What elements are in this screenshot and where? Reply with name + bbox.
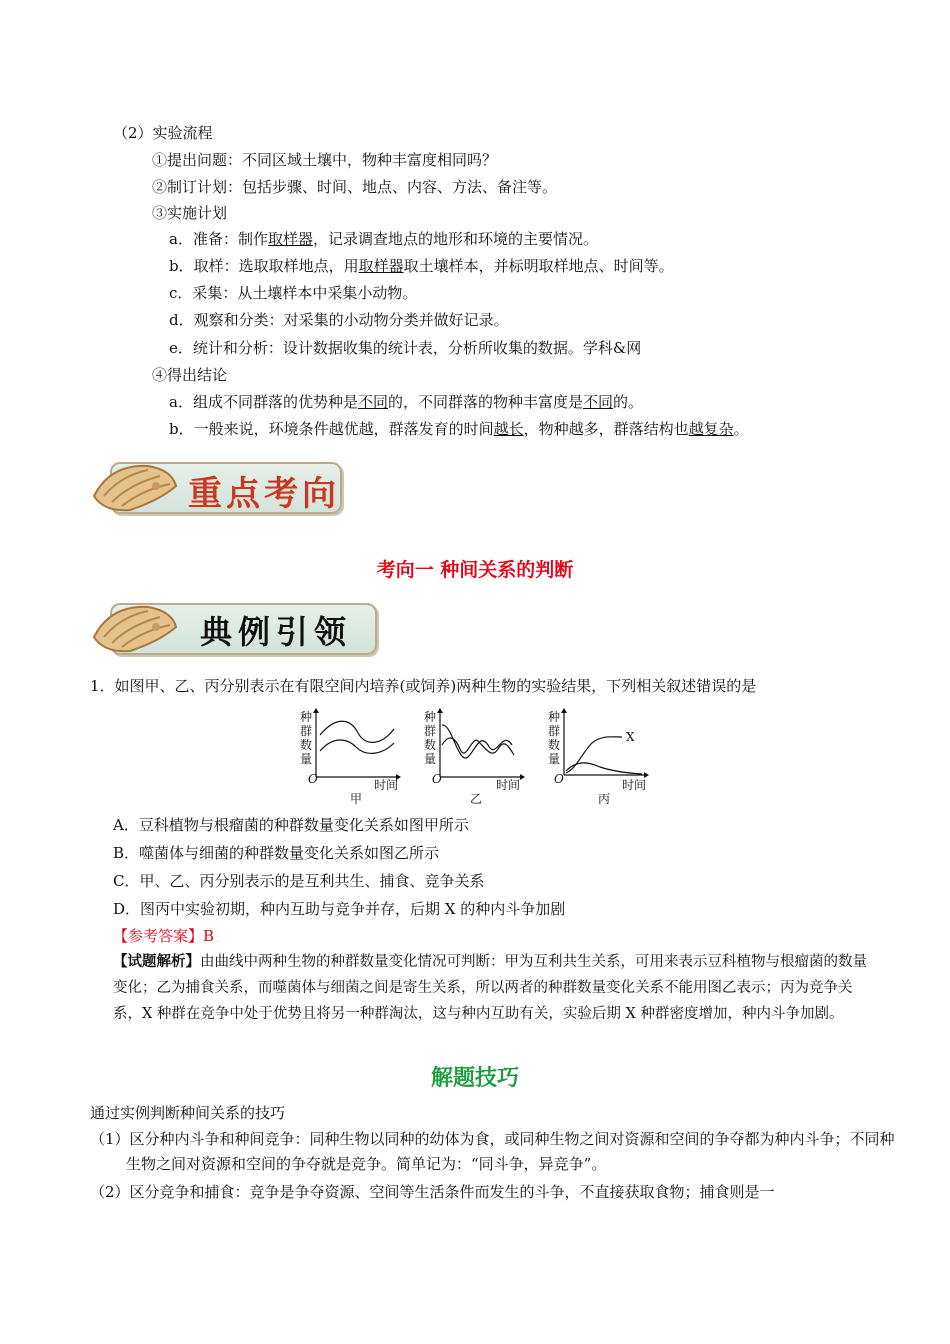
- svg-text:O: O: [554, 772, 564, 786]
- svg-text:乙: 乙: [470, 792, 483, 806]
- figure-c: [548, 708, 649, 806]
- figure-a: [300, 708, 401, 806]
- step-1: ①提出问题：不同区域土壤中，物种丰富度相同吗？: [152, 151, 498, 169]
- svg-text:群: 群: [548, 724, 561, 738]
- svg-text:群: 群: [300, 724, 313, 738]
- conclusion-b: b．一般来说，环境条件越优越，群落发育的时间越长，物种越多，群落结构也越复杂。: [169, 420, 749, 438]
- svg-text:量: 量: [548, 752, 561, 766]
- tips-intro: 通过实例判断种间关系的技巧: [90, 1104, 286, 1122]
- figure-a-ylabel: [300, 710, 312, 766]
- option-c: C．甲、乙、丙分别表示的是互利共生、捕食、竞争关系: [113, 872, 485, 890]
- analysis: 【试题解析】由曲线中两种生物的种群数量变化情况可判断：甲为互利共生关系，可用来表示豆科植物与根瘤菌的数量变化；乙为捕食关系，而噬菌体与细菌之间是寄生关系，所以两者的种群数量变化关系不能用图乙表示；丙为竞争关系，X 种群在竞争中处于优势且将另一种群淘汰，这与种内互助有关，实验后期 X 种群密度增加，种内斗争加剧。: [113, 953, 867, 1022]
- svg-text:数: 数: [424, 738, 437, 752]
- step-4: ④得出结论: [152, 366, 228, 384]
- figure-c-ylabel: [548, 710, 560, 766]
- tips-point-2: （2）区分竞争和捕食：竞争是争夺资源、空间等生活条件而发生的斗争，不直接获取食物；捕食则是一: [90, 1183, 775, 1201]
- step-3a: a．准备：制作取样器，记录调查地点的地形和环境的主要情况。: [169, 230, 598, 248]
- step-3c: c．采集：从土壤样本中采集小动物。: [169, 284, 418, 302]
- tips-point-1: （1）区分种内斗争和种间竞争：同种生物以同种的幼体为食，或同种生物之间对资源和空间的争夺都为种内斗争；不同种生物之间对资源和空间的争夺就是竞争。简单记为：“同斗争，异竞争”。: [90, 1130, 895, 1173]
- svg-text:量: 量: [300, 752, 313, 766]
- svg-text:甲: 甲: [350, 792, 363, 806]
- step-3b: b．取样：选取取样地点，用取样器取土壤样本，并标明取样地点、时间等。: [169, 257, 674, 275]
- svg-text:O: O: [432, 772, 442, 786]
- question-stem: 1．如图甲、乙、丙分别表示在有限空间内培养(或饲养)两种生物的实验结果，下列相关叙述错误的是: [90, 677, 757, 695]
- answer: 【参考答案】B: [113, 927, 215, 945]
- figure-b: [424, 708, 525, 806]
- svg-text:种: 种: [300, 710, 313, 724]
- svg-text:时间: 时间: [374, 778, 399, 792]
- banner-typical-example-title: 典例引领: [200, 613, 353, 651]
- svg-text:数: 数: [300, 738, 313, 752]
- svg-text:种: 种: [548, 710, 561, 724]
- svg-text:时间: 时间: [622, 778, 647, 792]
- step-3: ③实施计划: [152, 204, 228, 222]
- svg-text:量: 量: [424, 752, 437, 766]
- figure-b-curve-1: [442, 725, 512, 758]
- figure-c-curve-x: [566, 737, 622, 773]
- option-d: D．图丙中实验初期，种内互助与竞争并存，后期 X 的种内斗争加剧: [113, 900, 566, 918]
- banner-key-directions: [90, 452, 342, 522]
- figure-b-curve-2: [442, 738, 514, 755]
- figure-b-ylabel: [424, 710, 436, 766]
- section-title: （2）实验流程: [113, 124, 213, 142]
- svg-text:时间: 时间: [496, 778, 521, 792]
- banner-typical-example: [90, 593, 377, 663]
- shell-icon: [90, 456, 180, 516]
- section-heading: 考向一 种间关系的判断: [376, 559, 574, 581]
- svg-text:数: 数: [548, 738, 561, 752]
- svg-text:X: X: [626, 730, 635, 744]
- figure-a-curve-1: [320, 721, 394, 742]
- svg-text:群: 群: [424, 724, 437, 738]
- tips-title: 解题技巧: [430, 1065, 519, 1091]
- figure-a-curve-2: [320, 740, 394, 753]
- step-3e: e．统计和分析：设计数据收集的统计表，分析所收集的数据。学科&网: [169, 339, 642, 357]
- option-a: A．豆科植物与根瘤菌的种群数量变化关系如图甲所示: [113, 816, 469, 834]
- shell-icon: [90, 597, 180, 657]
- svg-text:丙: 丙: [598, 792, 611, 806]
- step-2: ②制订计划：包括步骤、时间、地点、内容、方法、备注等。: [152, 178, 558, 196]
- banner-key-directions-title: 重点考向: [188, 474, 340, 514]
- option-b: B．噬菌体与细菌的种群数量变化关系如图乙所示: [113, 844, 440, 862]
- population-figures: [290, 705, 660, 809]
- step-3d: d．观察和分类：对采集的小动物分类并做好记录。: [169, 311, 509, 329]
- conclusion-a: a．组成不同群落的优势种是不同的，不同群落的物种丰富度是不同的。: [169, 393, 644, 411]
- svg-text:O: O: [308, 772, 318, 786]
- svg-text:种: 种: [424, 710, 437, 724]
- figure-c-curve-2: [566, 763, 642, 774]
